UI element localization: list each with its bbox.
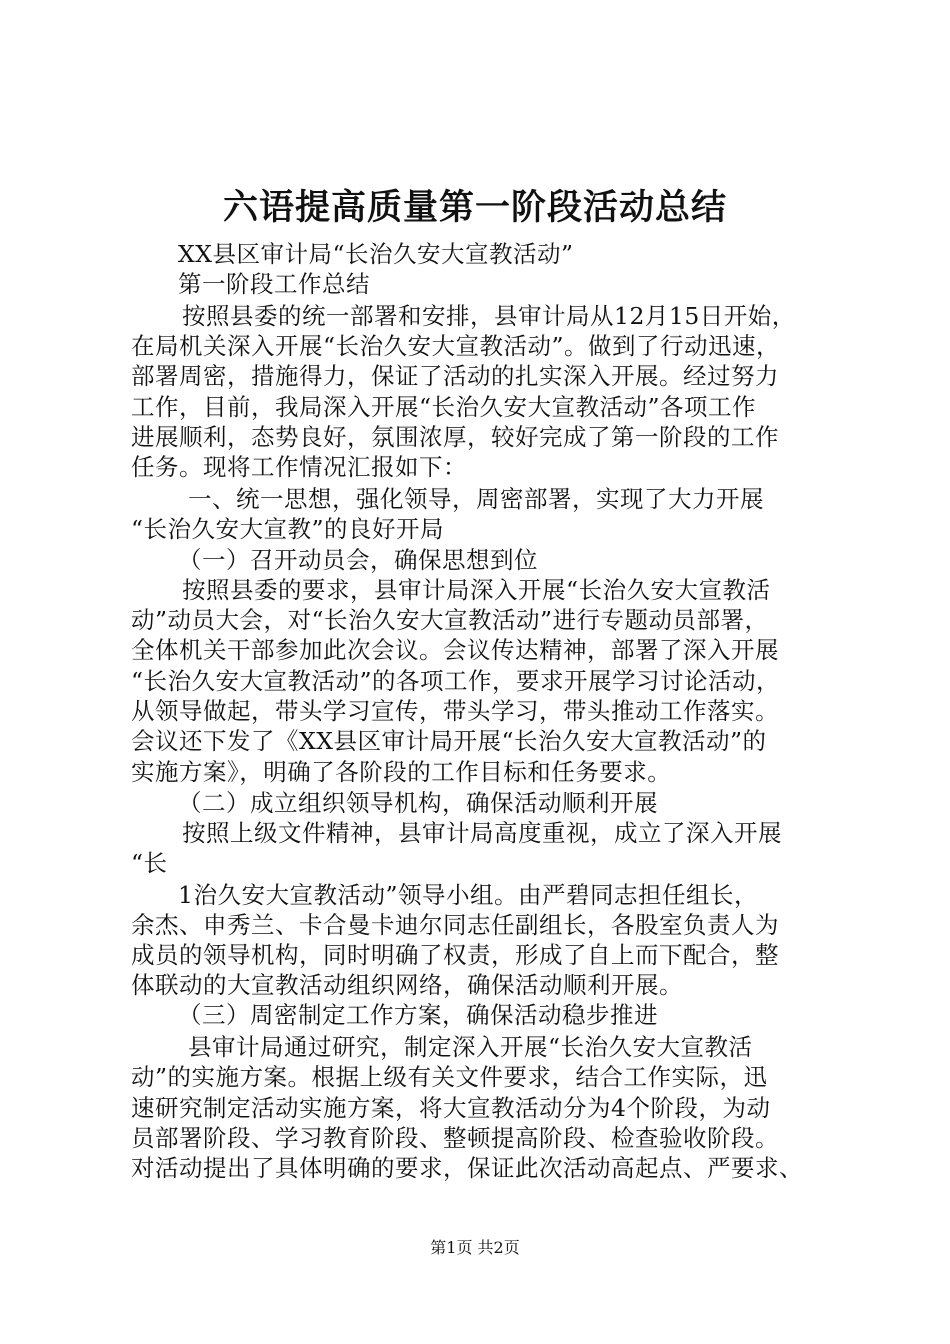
body-line: 会议还下发了《XX县区审计局开展“长治久安大宣教活动”的 <box>131 727 767 755</box>
document-title: 六语提高质量第一阶段活动总结 <box>222 187 727 228</box>
body-line: XX县区审计局“长治久安大宣教活动” <box>178 240 574 268</box>
body-line: 从领导做起，带头学习宣传，带头学习，带头推动工作落实。 <box>131 697 779 725</box>
body-line: 对活动提出了具体明确的要求，保证此次活动高起点、严要求、 <box>131 1154 803 1182</box>
body-line: 1治久安大宣教活动”领导小组。由严碧同志担任组长， <box>178 881 758 909</box>
body-line: 成员的领导机构，同时明确了权责，形成了自上而下配合，整 <box>131 941 779 969</box>
body-line: 第一阶段工作总结 <box>178 270 370 298</box>
section-heading: 一、统一思想，强化领导，周密部署，实现了大力开展 <box>188 485 764 513</box>
body-line: 体联动的大宣教活动组织网络，确保活动顺利开展。 <box>131 971 683 999</box>
subsection-heading: （二）成立组织领导机构，确保活动顺利开展 <box>178 789 658 817</box>
body-line: 动”的实施方案。根据上级有关文件要求，结合工作实际，迅 <box>131 1063 768 1091</box>
body-line: 按照县委的要求，县审计局深入开展“长治久安大宣教活 <box>182 576 771 604</box>
body-line: 全体机关干部参加此次会议。会议传达精神，部署了深入开展 <box>131 636 779 664</box>
body-line: 任务。现将工作情况汇报如下： <box>131 453 467 481</box>
page-footer: 第1页 共2页 <box>430 1238 520 1257</box>
body-line: 余杰、申秀兰、卡合曼卡迪尔同志任副组长，各股室负责人为 <box>131 911 779 939</box>
body-line: “长 <box>131 849 168 877</box>
body-line: 进展顺利，态势良好，氛围浓厚，较好完成了第一阶段的工作 <box>131 423 779 451</box>
body-line: “长治久安大宣教活动”的各项工作，要求开展学习讨论活动， <box>131 667 781 695</box>
body-line: 员部署阶段、学习教育阶段、整顿提高阶段、检查验收阶段。 <box>131 1124 779 1152</box>
body-line: 工作，目前，我局深入开展“长治久安大宣教活动”各项工作 <box>131 393 757 421</box>
body-line: 县审计局通过研究，制定深入开展“长治久安大宣教活 <box>188 1033 753 1061</box>
body-line: 按照县委的统一部署和安排，县审计局从12月15日开始， <box>182 302 796 330</box>
body-line: 动”动员大会，对“长治久安大宣教活动”进行专题动员部署， <box>131 606 769 634</box>
body-line: 按照上级文件精神，县审计局高度重视，成立了深入开展 <box>182 819 782 847</box>
section-heading: “长治久安大宣教”的良好开局 <box>131 515 445 543</box>
body-line: 部署周密，措施得力，保证了活动的扎实深入开展。经过努力 <box>131 362 779 390</box>
body-line: 速研究制定活动实施方案，将大宣教活动分为4个阶段，为动 <box>131 1094 771 1122</box>
subsection-heading: （三）周密制定工作方案，确保活动稳步推进 <box>178 1001 658 1029</box>
body-line: 在局机关深入开展“长治久安大宣教活动”。做到了行动迅速， <box>131 332 781 360</box>
body-line: 实施方案》，明确了各阶段的工作目标和任务要求。 <box>131 758 672 786</box>
subsection-heading: （一）召开动员会，确保思想到位 <box>178 546 538 574</box>
